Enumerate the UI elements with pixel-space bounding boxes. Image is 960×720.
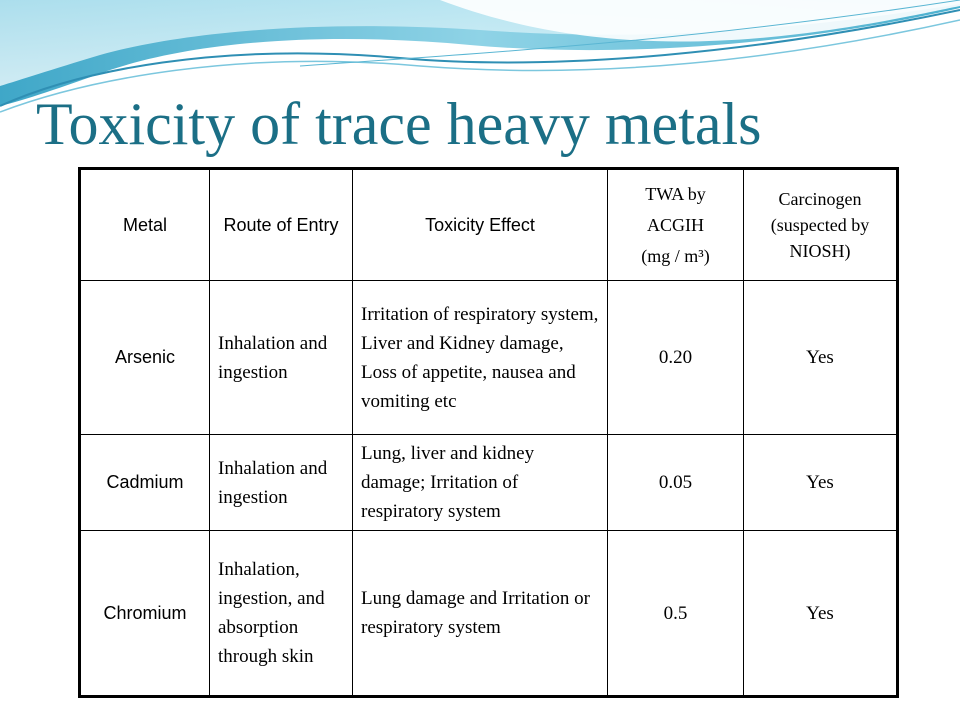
cell-metal: Cadmium [80, 435, 210, 531]
slide-title: Toxicity of trace heavy metals [36, 91, 762, 157]
header-carcinogen: Carcinogen (suspected by NIOSH) [744, 169, 898, 281]
header-twa-line2: ACGIH [647, 214, 704, 235]
header-metal: Metal [80, 169, 210, 281]
cell-effect: Lung damage and Irritation or respiratory system [353, 531, 608, 697]
table-header-row [80, 169, 898, 281]
header-twa [608, 169, 744, 281]
table-row [80, 435, 898, 531]
cell-carcinogen: Yes [744, 281, 898, 435]
table-row [80, 281, 898, 435]
cell-twa: 0.5 [608, 531, 744, 697]
cell-effect: Lung, liver and kidney damage; Irritation of respiratory system [353, 435, 608, 531]
header-twa-line1: TWA by [645, 183, 706, 204]
cell-carcinogen: Yes [744, 531, 898, 697]
header-route: Route of Entry [210, 169, 353, 281]
cell-metal: Arsenic [80, 281, 210, 435]
header-twa-line3: (mg / m³) [641, 245, 710, 266]
cell-route: Inhalation and ingestion [210, 281, 353, 435]
table-row [80, 531, 898, 697]
cell-route: Inhalation and ingestion [210, 435, 353, 531]
cell-metal: Chromium [80, 531, 210, 697]
cell-effect: Irritation of respiratory system, Liver and Kidney damage, Loss of appetite, nausea and vomiting etc [353, 281, 608, 435]
header-effect: Toxicity Effect [353, 169, 608, 281]
cell-carcinogen: Yes [744, 435, 898, 531]
toxicity-table [78, 167, 899, 698]
cell-twa: 0.05 [608, 435, 744, 531]
cell-route: Inhalation, ingestion, and absorption through skin [210, 531, 353, 697]
cell-twa: 0.20 [608, 281, 744, 435]
